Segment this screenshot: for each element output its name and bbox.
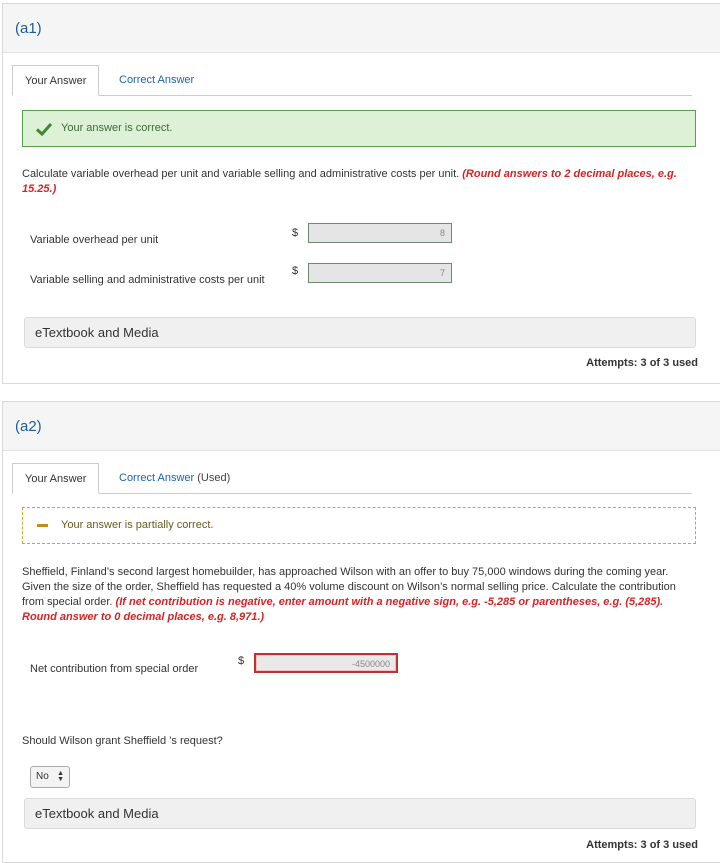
partial-dash-icon <box>37 524 48 527</box>
etextbook-media-bar[interactable]: eTextbook and Media <box>24 317 696 348</box>
currency-symbol: $ <box>292 265 299 277</box>
part-a2-label: (a2) <box>15 418 42 435</box>
select-arrows-icon: ▲ ▼ <box>57 770 64 783</box>
tab-used-label: (Used) <box>197 472 231 484</box>
status-partial-banner <box>22 507 696 544</box>
question-a2 <box>22 565 690 625</box>
tab-correct-answer-used[interactable] <box>107 463 242 493</box>
status-message: Your answer is correct. <box>61 122 173 134</box>
checkmark-icon <box>35 120 53 138</box>
part-a2-tabs <box>12 463 692 494</box>
variable-overhead-input[interactable]: 8 <box>308 223 452 243</box>
part-a1-label: (a1) <box>15 20 42 37</box>
question-a1-text: Calculate variable overhead per unit and variable selling and administrative costs per unit. <box>22 168 460 180</box>
tab-correct-answer-label: Correct Answer <box>119 472 195 484</box>
question-a2-text: Sheffield, Finland’s second largest homebuilder, has approached Wilson with an offer to buy 75,000 windows during the coming year. Given the size of the order, Sheffield has requested a 40% volume discount on Wilson’s normal selling price. Calculate the contribution from special order. <box>22 566 676 608</box>
part-a1-tabs <box>12 65 692 96</box>
currency-symbol: $ <box>292 227 299 239</box>
variable-selling-admin-input[interactable]: 7 <box>308 263 452 283</box>
tab-your-answer[interactable]: Your Answer <box>12 463 99 494</box>
currency-symbol: $ <box>238 655 245 667</box>
status-correct-banner <box>22 110 696 147</box>
grant-request-select-value: No <box>36 771 49 782</box>
etextbook-media-bar[interactable]: eTextbook and Media <box>24 798 696 829</box>
status-message: Your answer is partially correct. <box>61 519 214 531</box>
variable-selling-admin-label: Variable selling and administrative costs per unit <box>30 274 265 286</box>
tab-your-answer[interactable]: Your Answer <box>12 65 99 96</box>
attempts-counter: Attempts: 3 of 3 used <box>586 839 698 851</box>
question-a2-hint: (If net contribution is negative, enter amount with a negative sign, e.g. -5,285 or parentheses, e.g. (5,285). Round answer to 0 decimal places, e.g. 8,971.) <box>22 596 664 623</box>
tab-correct-answer[interactable]: Correct Answer <box>119 74 195 86</box>
part-a1-header <box>3 4 720 53</box>
question-a1 <box>22 167 690 197</box>
net-contribution-label: Net contribution from special order <box>30 663 199 675</box>
variable-overhead-label: Variable overhead per unit <box>30 234 159 246</box>
grant-request-select[interactable] <box>30 766 70 788</box>
question-a2-grant: Should Wilson grant Sheffield ’s request? <box>22 735 223 747</box>
question-a1-hint: (Round answers to 2 decimal places, e.g. 15.25.) <box>22 168 677 195</box>
attempts-counter: Attempts: 3 of 3 used <box>586 357 698 369</box>
part-a2-header <box>3 402 720 451</box>
net-contribution-input[interactable]: -4500000 <box>254 653 398 673</box>
